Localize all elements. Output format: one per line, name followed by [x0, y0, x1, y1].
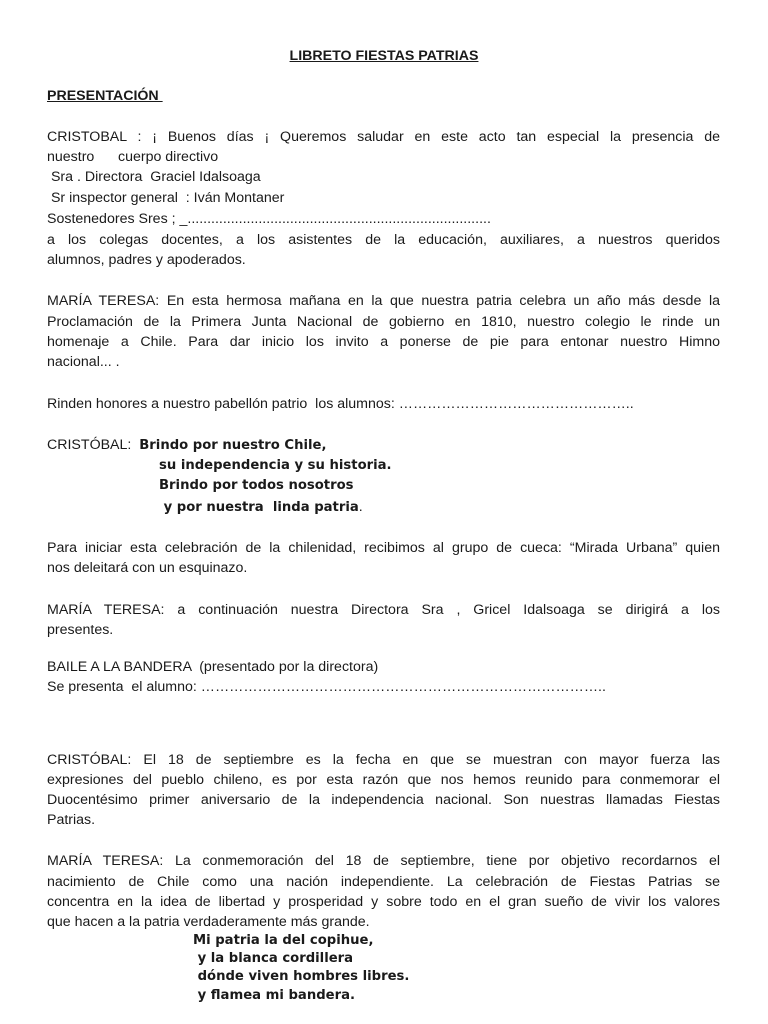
- greeting-line-2: nuestro cuerpo directivo: [47, 149, 219, 165]
- commemoration-line-4: que hacen a la patria verdaderamente más grande.: [47, 914, 370, 930]
- poem-verse-4: y flamea mi bandera.: [193, 988, 356, 1003]
- honors-line: Rinden honores a nuestro pabellón patrio los alumnos: …………………………………………..: [47, 396, 634, 412]
- commemoration-line-2: nacimiento de Chile como una nación independiente. La celebración de Fiestas Patrias se: [47, 874, 720, 890]
- cristobal-line-2: expresiones del pueblo chileno, es por esta razón que nos hemos reunido para conmemorar el: [47, 772, 720, 788]
- document-title: LIBRETO FIESTAS PATRIAS: [289, 48, 479, 64]
- greeting-line-5: Sostenedores Sres ; _.............................................................................: [47, 211, 491, 227]
- greeting-line-3: Sra . Directora Graciel Idalsoaga: [47, 169, 261, 185]
- toast-verse-2: su independencia y su historia.: [159, 458, 392, 473]
- director-line-2: presentes.: [47, 622, 114, 638]
- toast-line-4: [159, 497, 363, 518]
- section-heading: PRESENTACIÓN: [47, 88, 163, 104]
- maria-teresa-line-3: homenaje a Chile. Para dar inicio los invito a ponerse de pie para entonar nuestro Himno: [47, 334, 720, 350]
- cueca-line-1: Para iniciar esta celebración de la chilenidad, recibimos al grupo de cueca: “Mirada Urbana” quien: [47, 540, 720, 556]
- cueca-line-2: nos deleitará con un esquinazo.: [47, 560, 248, 576]
- cristobal-line-3: Duocentésimo primer aniversario de la independencia nacional. Son nuestras llamadas Fiestas: [47, 792, 720, 808]
- toast-verse-4-end: .: [358, 499, 363, 515]
- toast-line-1: [47, 435, 327, 456]
- greeting-line-7: alumnos, padres y apoderados.: [47, 252, 246, 268]
- director-line-1: MARÍA TERESA: a continuación nuestra Directora Sra , Gricel Idalsoaga se dirigirá a los: [47, 602, 720, 618]
- toast-verse-3: Brindo por todos nosotros: [159, 478, 354, 493]
- maria-teresa-line-4: nacional... .: [47, 354, 120, 370]
- toast-speaker: CRISTÓBAL:: [47, 437, 140, 453]
- cristobal-line-4: Patrias.: [47, 812, 96, 828]
- commemoration-line-3: concentra en la idea de libertad y prosperidad y sobre todo en el gran sueño de vivir los valores: [47, 894, 720, 910]
- poem-verse-1: Mi patria la del copihue,: [193, 933, 374, 948]
- flag-dance-line-1: BAILE A LA BANDERA (presentado por la directora): [47, 659, 379, 675]
- maria-teresa-line-1: MARÍA TERESA: En esta hermosa mañana en la que nuestra patria celebra un año más desde la: [47, 293, 720, 309]
- cristobal-line-1: CRISTÓBAL: El 18 de septiembre es la fecha en que se muestran con mayor fuerza las: [47, 752, 720, 768]
- greeting-line-4: Sr inspector general : Iván Montaner: [47, 190, 285, 206]
- maria-teresa-line-2: Proclamación de la Primera Junta Nacional de gobierno en 1810, nuestro colegio le rinde un: [47, 314, 720, 330]
- greeting-line-1: CRISTOBAL : ¡ Buenos días ¡ Queremos saludar en este acto tan especial la presencia de: [47, 129, 720, 145]
- toast-verse-4: y por nuestra linda patria: [159, 500, 359, 515]
- poem-verse-2: y la blanca cordillera: [193, 951, 354, 966]
- commemoration-line-1: MARÍA TERESA: La conmemoración del 18 de septiembre, tiene por objetivo recordarnos el: [47, 853, 720, 869]
- poem-verse-3: dónde viven hombres libres.: [193, 969, 410, 984]
- toast-verse-1: Brindo por nuestro Chile,: [139, 438, 327, 453]
- flag-dance-line-2: Se presenta el alumno: …………………………………………………………………………..: [47, 679, 606, 695]
- greeting-line-6: a los colegas docentes, a los asistentes de la educación, auxiliares, a nuestros queridos: [47, 232, 720, 248]
